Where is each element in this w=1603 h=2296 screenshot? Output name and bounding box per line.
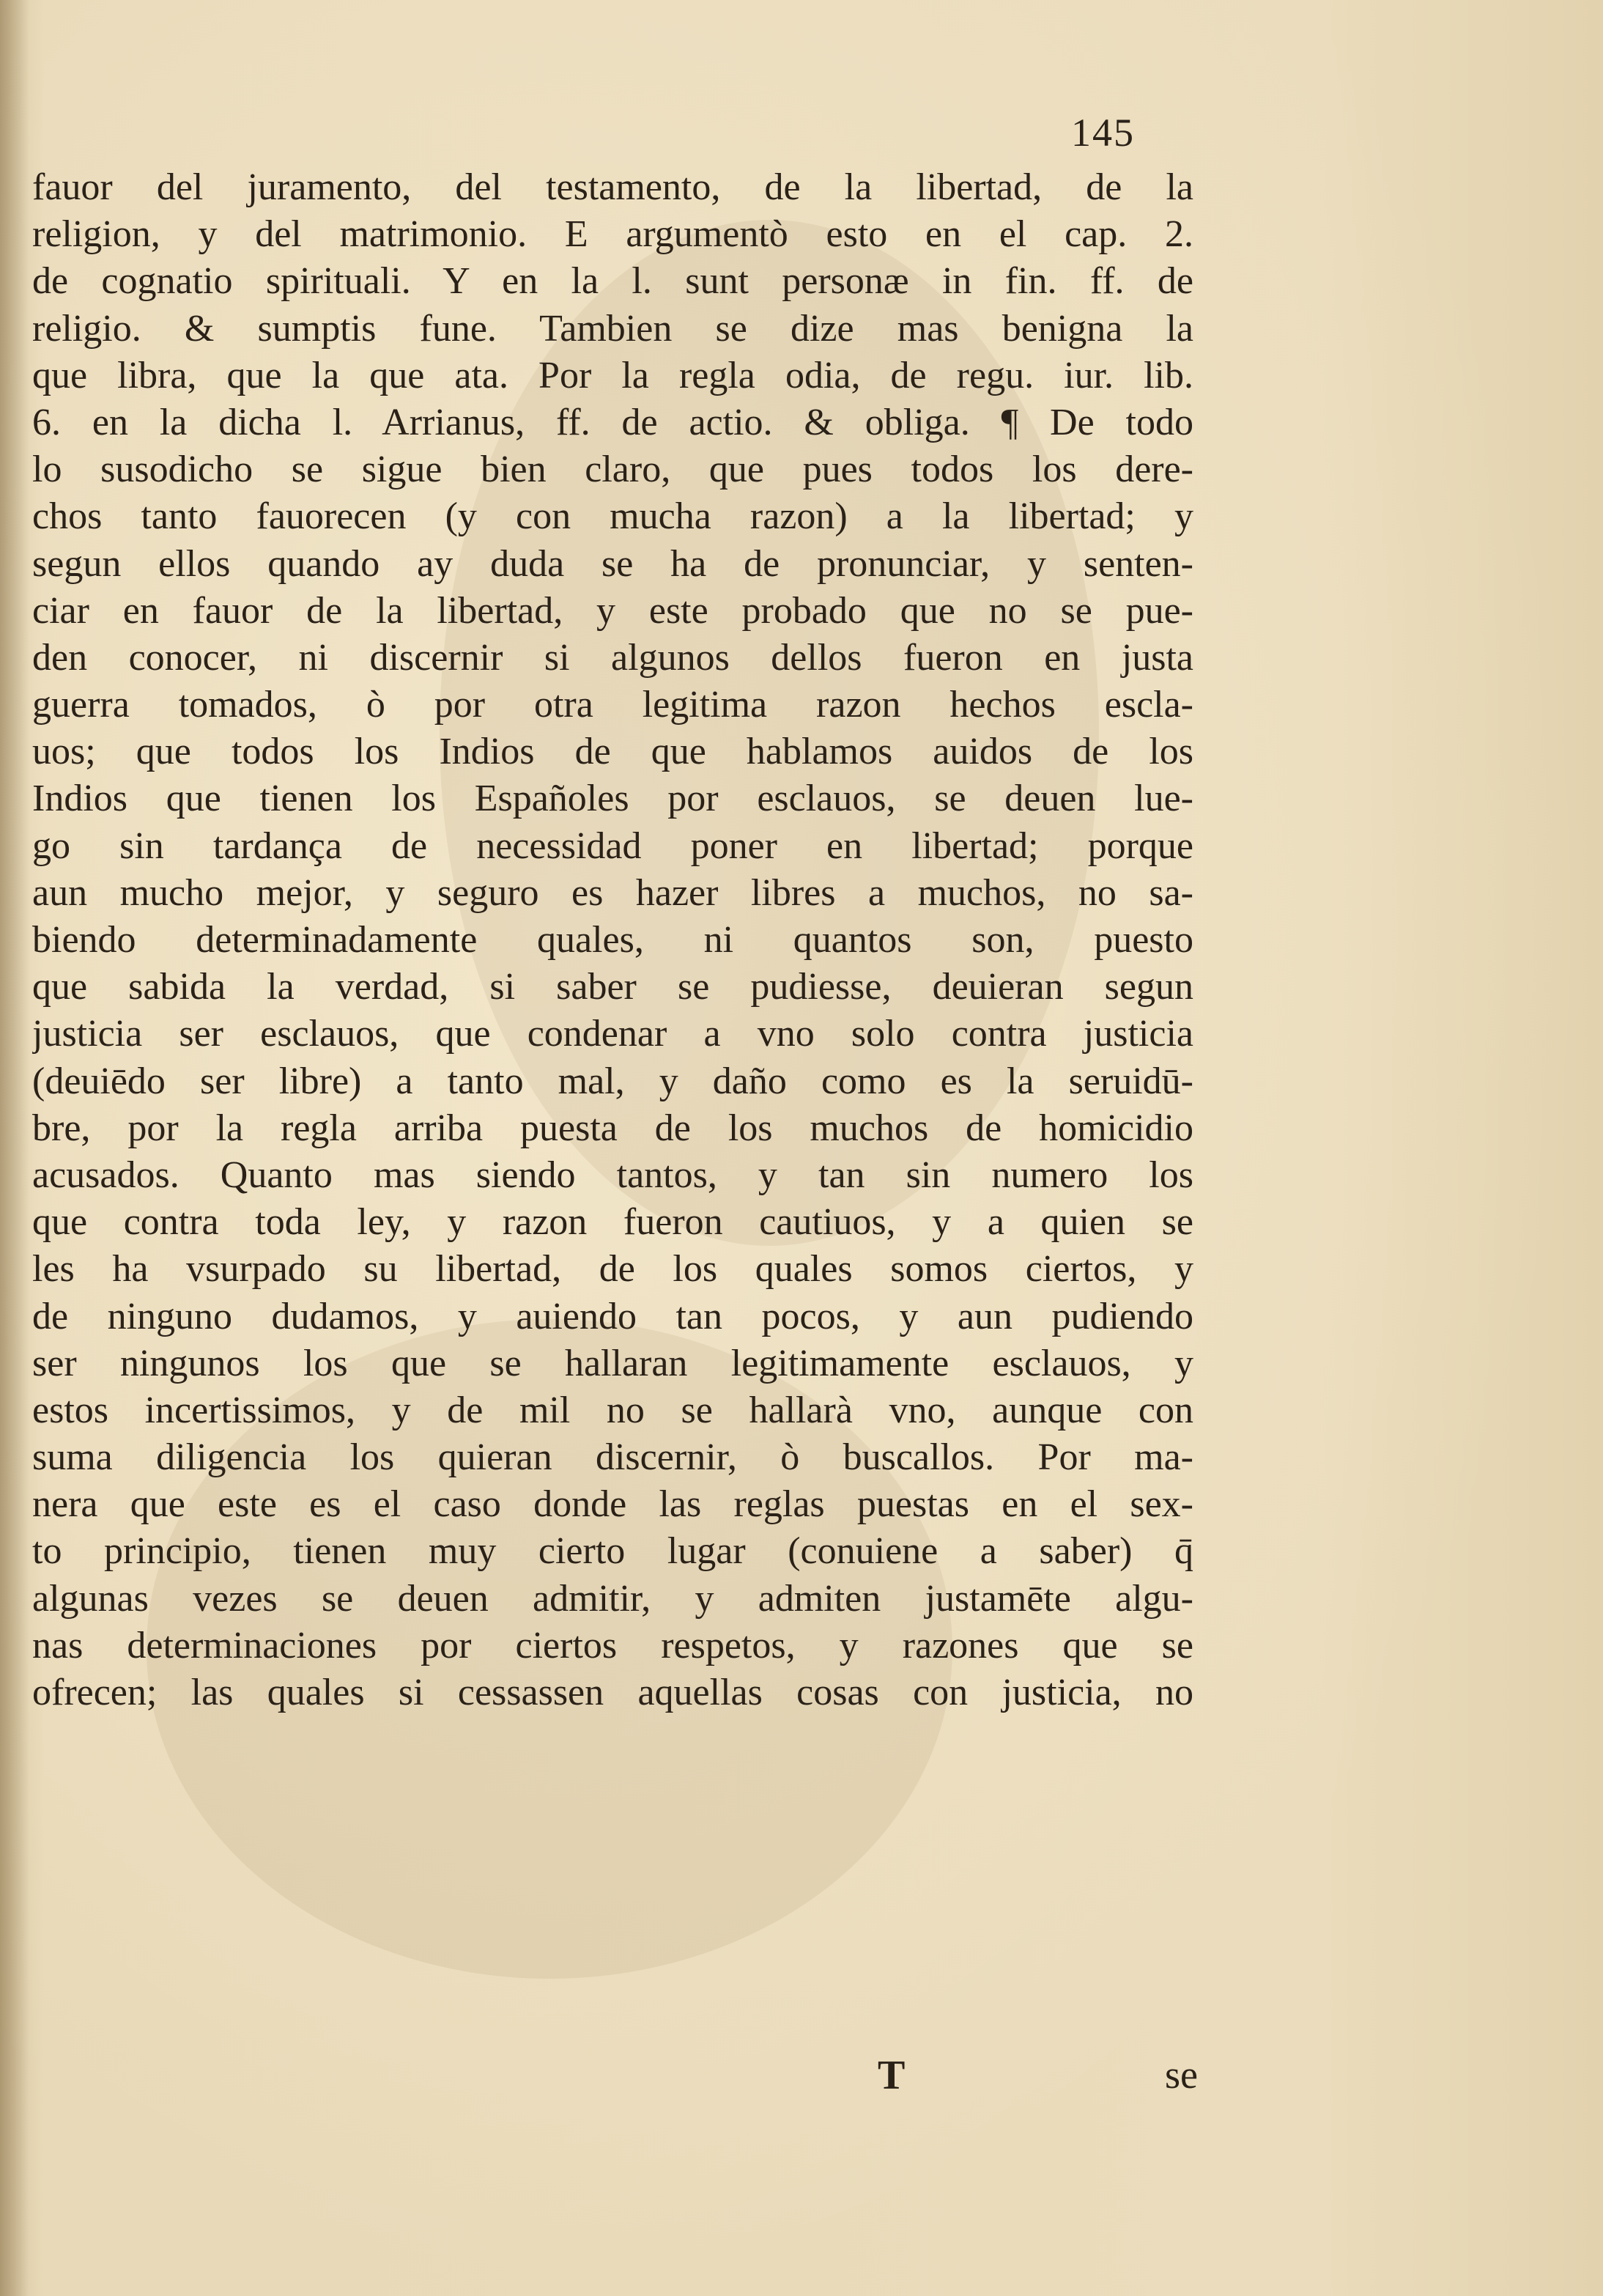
- text-line: de cognatio spirituali. Y en la l. sunt personæ in fin. ff. de: [32, 260, 1193, 303]
- text-line: nas determinaciones por ciertos respetos, y razones que se: [32, 1624, 1193, 1666]
- text-line: que libra, que la que ata. Por la regla odia, de regu. iur. lib.: [32, 354, 1193, 396]
- text-line: bre, por la regla arriba puesta de los muchos de homicidio: [32, 1107, 1193, 1149]
- text-line: religion, y del matrimonio. E argumentò esto en el cap. 2.: [32, 213, 1193, 256]
- text-line: estos incertissimos, y de mil no se hallarà vno, aunque con: [32, 1389, 1193, 1431]
- catchword: se: [1165, 2053, 1198, 2097]
- text-line: ciar en fauor de la libertad, y este probado que no se pue-: [32, 589, 1193, 632]
- text-line: biendo determinadamente quales, ni quantos son, puesto: [32, 919, 1193, 961]
- text-line: nera que este es el caso donde las reglas puestas en el sex-: [32, 1483, 1193, 1526]
- gutter-shadow: [0, 0, 29, 2296]
- text-line: 6. en la dicha l. Arrianus, ff. de actio. & obliga. ¶ De todo: [32, 401, 1193, 443]
- text-line: Indios que tienen los Españoles por esclauos, se deuen lue-: [32, 778, 1193, 820]
- text-line: ser ningunos los que se hallaran legitimamente esclauos, y: [32, 1342, 1193, 1384]
- body-text: [32, 164, 1193, 1716]
- text-line: les ha vsurpado su libertad, de los quales somos ciertos, y: [32, 1248, 1193, 1291]
- text-line: algunas vezes se deuen admitir, y admiten justamēte algu-: [32, 1577, 1193, 1620]
- text-line: go sin tardança de necessidad poner en libertad; porque: [32, 824, 1193, 867]
- text-line: (deuiēdo ser libre) a tanto mal, y daño como es la seruidū-: [32, 1060, 1193, 1102]
- text-line: den conocer, ni discernir si algunos dellos fueron en justa: [32, 636, 1193, 679]
- text-line: religio. & sumptis fune. Tambien se dize mas benigna la: [32, 307, 1193, 350]
- text-line: lo susodicho se sigue bien claro, que pues todos los dere-: [32, 449, 1193, 491]
- text-line: guerra tomados, ò por otra legitima razon hechos escla-: [32, 684, 1193, 726]
- page-footer: [29, 2052, 1198, 2103]
- text-line: que sabida la verdad, si saber se pudiesse, deuieran segun: [32, 966, 1193, 1008]
- page-number: 145: [1071, 111, 1135, 155]
- signature-mark: T: [878, 2053, 906, 2098]
- text-line: uos; que todos los Indios de que hablamos auidos de los: [32, 731, 1193, 773]
- text-line: aun mucho mejor, y seguro es hazer libres a muchos, no sa-: [32, 871, 1193, 914]
- text-line: ofrecen; las quales si cessassen aquellas cosas con justicia, no: [32, 1672, 1193, 1713]
- text-line: segun ellos quando ay duda se ha de pronunciar, y senten-: [32, 542, 1193, 585]
- text-line: fauor del juramento, del testamento, de la libertad, de la: [32, 166, 1193, 208]
- text-line: to principio, tienen muy cierto lugar (conuiene a saber) q̄: [32, 1530, 1193, 1573]
- text-line: suma diligencia los quieran discernir, ò buscallos. Por ma-: [32, 1436, 1193, 1479]
- text-line: acusados. Quanto mas siendo tantos, y tan sin numero los: [32, 1153, 1193, 1196]
- text-line: que contra toda ley, y razon fueron cautiuos, y a quien se: [32, 1201, 1193, 1244]
- text-line: justicia ser esclauos, que condenar a vno solo contra justicia: [32, 1013, 1193, 1055]
- text-line: chos tanto fauorecen (y con mucha razon) a la libertad; y: [32, 495, 1193, 538]
- text-line: de ninguno dudamos, y auiendo tan pocos, y aun pudiendo: [32, 1295, 1193, 1337]
